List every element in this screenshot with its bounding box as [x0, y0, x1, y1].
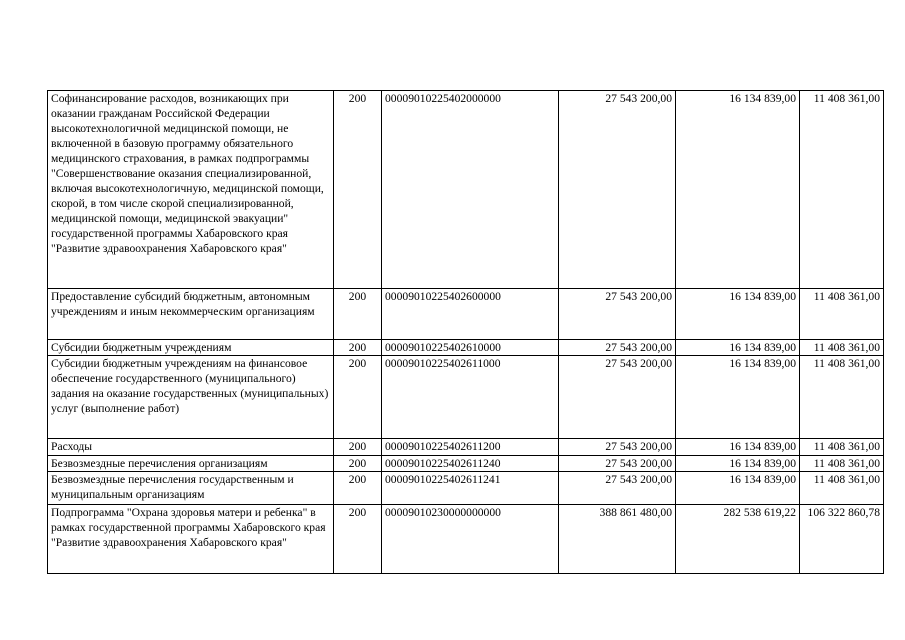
- row-code: 200: [334, 91, 382, 289]
- row-code: 200: [334, 456, 382, 472]
- row-name: Безвозмездные перечисления государственным и муниципальным организациям: [48, 472, 334, 505]
- table-row: [48, 505, 884, 574]
- row-value-2: 16 134 839,00: [676, 472, 800, 505]
- row-value-1: 27 543 200,00: [559, 456, 676, 472]
- row-kbk: 00009010225402611000: [382, 356, 559, 439]
- table-row: [48, 289, 884, 340]
- row-code: 200: [334, 356, 382, 439]
- row-code: 200: [334, 340, 382, 356]
- row-name: Расходы: [48, 439, 334, 456]
- row-value-1: 27 543 200,00: [559, 91, 676, 289]
- row-kbk: 00009010225402611241: [382, 472, 559, 505]
- row-value-3: 11 408 361,00: [800, 289, 884, 340]
- row-kbk: 00009010225402611240: [382, 456, 559, 472]
- table-row: [48, 456, 884, 472]
- table-row: [48, 340, 884, 356]
- row-value-2: 16 134 839,00: [676, 356, 800, 439]
- row-value-1: 27 543 200,00: [559, 439, 676, 456]
- table-row: [48, 356, 884, 439]
- row-value-2: 16 134 839,00: [676, 456, 800, 472]
- row-value-1: 27 543 200,00: [559, 289, 676, 340]
- table-row: [48, 472, 884, 505]
- row-kbk: 00009010225402610000: [382, 340, 559, 356]
- row-value-2: 16 134 839,00: [676, 340, 800, 356]
- row-value-3: 11 408 361,00: [800, 456, 884, 472]
- row-name: Подпрограмма "Охрана здоровья матери и ребенка" в рамках государственной программы Хабаровского края "Развитие здравоохранения Хабаровского края": [48, 505, 334, 574]
- row-value-3: 11 408 361,00: [800, 356, 884, 439]
- table-row: [48, 439, 884, 456]
- row-name: Безвозмездные перечисления организациям: [48, 456, 334, 472]
- row-value-1: 27 543 200,00: [559, 340, 676, 356]
- row-value-3: 106 322 860,78: [800, 505, 884, 574]
- row-code: 200: [334, 472, 382, 505]
- row-value-2: 282 538 619,22: [676, 505, 800, 574]
- row-value-3: 11 408 361,00: [800, 340, 884, 356]
- table-row: [48, 91, 884, 289]
- row-value-2: 16 134 839,00: [676, 439, 800, 456]
- row-code: 200: [334, 505, 382, 574]
- row-name: Предоставление субсидий бюджетным, автономным учреждениям и иным некоммерческим организациям: [48, 289, 334, 340]
- row-code: 200: [334, 439, 382, 456]
- row-kbk: 00009010230000000000: [382, 505, 559, 574]
- row-value-1: 388 861 480,00: [559, 505, 676, 574]
- row-value-1: 27 543 200,00: [559, 472, 676, 505]
- row-value-2: 16 134 839,00: [676, 91, 800, 289]
- row-value-3: 11 408 361,00: [800, 439, 884, 456]
- row-value-3: 11 408 361,00: [800, 91, 884, 289]
- row-value-1: 27 543 200,00: [559, 356, 676, 439]
- row-name: Субсидии бюджетным учреждениям: [48, 340, 334, 356]
- row-name: Субсидии бюджетным учреждениям на финансовое обеспечение государственного (муниципального) задания на оказание государственных (муниципальных) услуг (выполнение работ): [48, 356, 334, 439]
- row-code: 200: [334, 289, 382, 340]
- row-name: Софинансирование расходов, возникающих при оказании гражданам Российской Федерации высокотехнологичной медицинской помощи, не включенной в базовую программу обязательного медицинского страхования, в рамках подпрограммы "Совершенствование оказания специализированной, включая высокотехнологичную, медицинской помощи, скорой, в том числе скорой специализированной, медицинской помощи, медицинской эвакуации" государственной программы Хабаровского края "Развитие здравоохранения Хабаровского края": [48, 91, 334, 289]
- row-value-3: 11 408 361,00: [800, 472, 884, 505]
- row-kbk: 00009010225402600000: [382, 289, 559, 340]
- row-kbk: 00009010225402000000: [382, 91, 559, 289]
- budget-table: [47, 90, 884, 574]
- row-kbk: 00009010225402611200: [382, 439, 559, 456]
- row-value-2: 16 134 839,00: [676, 289, 800, 340]
